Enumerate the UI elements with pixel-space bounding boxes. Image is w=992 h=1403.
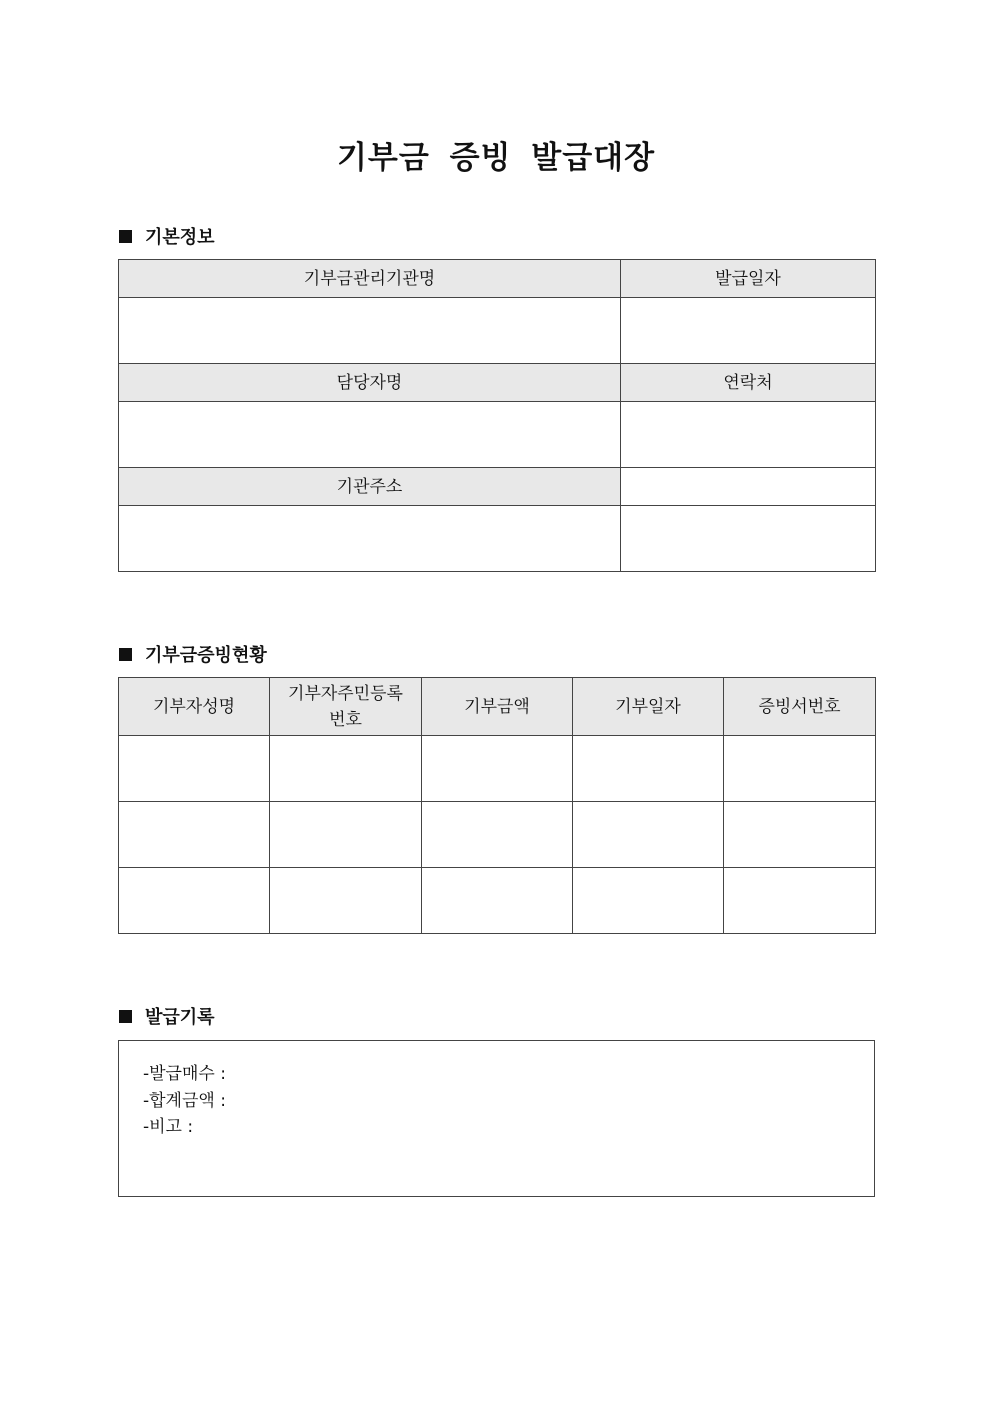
donation-date-cell[interactable] (573, 736, 724, 802)
donation-status-table (118, 677, 876, 934)
manager-cell[interactable] (119, 402, 621, 468)
header-receipt-number: 증빙서번호 (724, 678, 876, 736)
header-donation-date: 기부일자 (573, 678, 724, 736)
total-amount-line: -합계금액 : (143, 1090, 226, 1111)
donor-resident-number-cell[interactable] (270, 736, 422, 802)
receipt-number-cell[interactable] (724, 868, 876, 934)
receipt-number-cell[interactable] (724, 736, 876, 802)
section-heading-donation-status (119, 641, 267, 667)
section-heading-label: 기본정보 (145, 227, 215, 248)
donation-amount-cell[interactable] (422, 802, 573, 868)
header-issue-date: 발급일자 (621, 260, 876, 298)
blank-cell[interactable] (621, 506, 876, 572)
remarks-line: -비고 : (143, 1117, 194, 1137)
table-row (119, 868, 876, 934)
header-manager: 담당자명 (119, 364, 621, 402)
blank-header-cell (621, 468, 876, 506)
square-bullet-icon (119, 1010, 132, 1023)
issue-record-box[interactable] (118, 1040, 875, 1197)
table-row (119, 802, 876, 868)
donor-resident-number-cell[interactable] (270, 868, 422, 934)
donor-name-cell[interactable] (119, 868, 270, 934)
donation-amount-cell[interactable] (422, 868, 573, 934)
header-donor-name: 기부자성명 (119, 678, 270, 736)
square-bullet-icon (119, 648, 132, 661)
header-contact: 연락처 (621, 364, 876, 402)
donor-resident-number-cell[interactable] (270, 802, 422, 868)
address-cell[interactable] (119, 506, 621, 572)
donor-name-cell[interactable] (119, 736, 270, 802)
table-row (119, 736, 876, 802)
org-name-cell[interactable] (119, 298, 621, 364)
issue-count-line: -발급매수 : (143, 1064, 226, 1084)
contact-cell[interactable] (621, 402, 876, 468)
donor-name-cell[interactable] (119, 802, 270, 868)
section-heading-label: 기부금증빙현황 (145, 645, 267, 666)
section-heading-basic-info (119, 223, 215, 249)
header-donation-amount: 기부금액 (422, 678, 573, 736)
header-address: 기관주소 (119, 468, 621, 506)
receipt-number-cell[interactable] (724, 802, 876, 868)
donation-date-cell[interactable] (573, 802, 724, 868)
header-donor-resident-number: 기부자주민등록 번호 (270, 678, 422, 736)
square-bullet-icon (119, 230, 132, 243)
basic-info-table (118, 259, 876, 572)
document-title: 기부금 증빙 발급대장 (336, 140, 656, 176)
donation-date-cell[interactable] (573, 868, 724, 934)
donation-amount-cell[interactable] (422, 736, 573, 802)
section-heading-issue-record (119, 1003, 215, 1029)
issue-date-cell[interactable] (621, 298, 876, 364)
header-org-name: 기부금관리기관명 (119, 260, 621, 298)
section-heading-label: 발급기록 (145, 1007, 215, 1028)
